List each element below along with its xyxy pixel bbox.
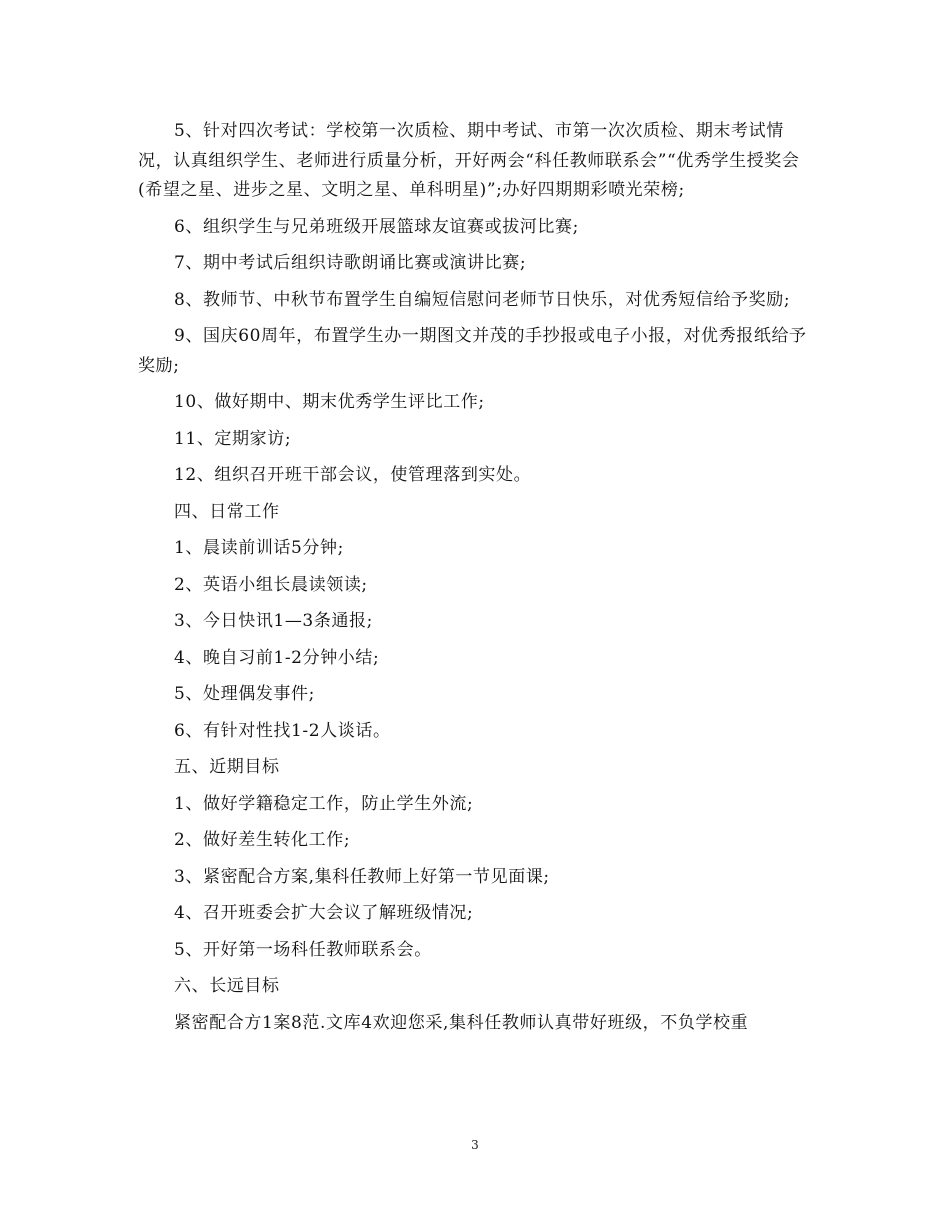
paragraph-poetry: 7、期中考试后组织诗歌朗诵比赛或演讲比赛; [174,253,527,273]
page-number: 3 [471,1138,479,1152]
paragraph-first-class: 3、紧密配合方案,集科任教师上好第一节见面课; [174,866,550,887]
paragraph-teacher-meeting: 5、开好第一场科任教师联系会。 [174,939,432,960]
paragraph-student-evaluation: 10、做好期中、期末优秀学生评比工作; [174,392,485,412]
section-heading-daily-work: 四、日常工作 [174,501,280,522]
paragraph-home-visit: 11、定期家访; [174,428,292,449]
paragraph-cadre-meeting: 12、组织召开班干部会议，使管理落到实处。 [174,465,532,485]
section-heading-long-term-goals: 六、长远目标 [174,976,280,996]
paragraph-enrollment: 1、做好学籍稳定工作，防止学生外流; [174,793,474,814]
section-heading-short-term-goals: 五、近期目标 [174,757,280,777]
paragraph-talks: 6、有针对性找1-2人谈话。 [174,720,391,741]
paragraph-english-reading: 2、英语小组长晨读领读; [174,574,368,595]
paragraph-basketball: 6、组织学生与兄弟班级开展篮球友谊赛或拔河比赛; [174,216,579,237]
paragraph-exam-analysis: 5、针对四次考试：学校第一次质检、期中考试、市第一次次质检、期末考试情况，认真组织学生、老师进行质量分析，开好两会“科任教师联系会”“优秀学生授奖会(希望之星、进步之星、文明之星、单科明星)”;办好四期期彩喷光荣榜; [138,121,800,200]
paragraph-teachers-day: 8、教师节、中秋节布置学生自编短信慰问老师节日快乐，对优秀短信给予奖励; [174,289,791,310]
paragraph-daily-news: 3、今日快讯1—3条通报; [174,611,373,631]
paragraph-incidents: 5、处理偶发事件; [174,684,315,704]
paragraph-weak-students: 2、做好差生转化工作; [174,830,351,850]
document-body [138,117,818,1045]
paragraph-long-term: 紧密配合方1案8范.文库4欢迎您采,集科任教师认真带好班级，不负学校重 [174,1012,749,1033]
paragraph-national-day: 9、国庆60周年，布置学生办一期图文并茂的手抄报或电子小报，对优秀报纸给予奖励; [138,326,807,376]
paragraph-committee-meeting: 4、召开班委会扩大会议了解班级情况; [174,903,474,923]
paragraph-evening-summary: 4、晚自习前1-2分钟小结; [174,647,380,668]
paragraph-morning-talk: 1、晨读前训话5分钟; [174,538,344,558]
